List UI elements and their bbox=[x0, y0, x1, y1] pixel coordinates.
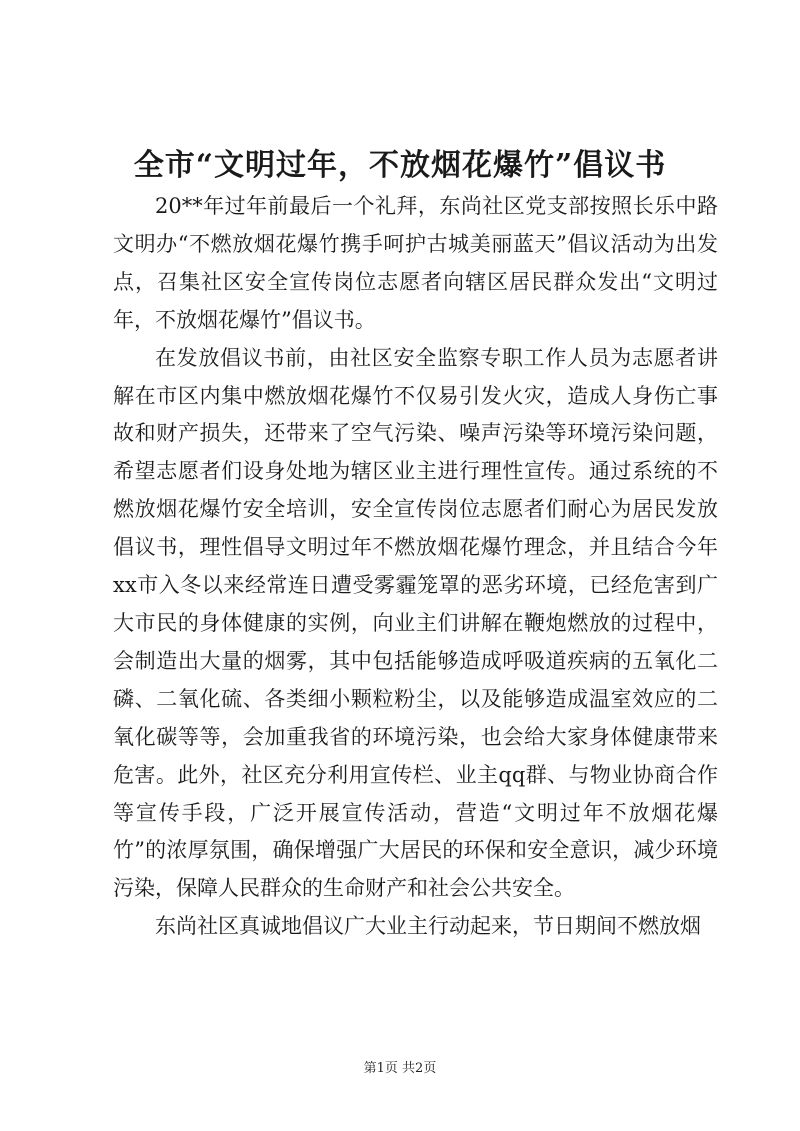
paragraph-3: 东尚社区真诚地倡议广大业主行动起来，节日期间不燃放烟 bbox=[155, 914, 701, 939]
paragraph-1: 20**年过年前最后一个礼拜，东尚社区党支部按照长乐中路文明办“不燃放烟花爆竹携手呵护古城美丽蓝天”倡议活动为出发点，召集社区安全宣传岗位志愿者向辖区居民群众发出“文明过年，不放烟花爆竹”倡议书。 bbox=[113, 194, 718, 332]
document-title: 全市“文明过年，不放烟花爆竹”倡议书 bbox=[133, 148, 667, 183]
document-body bbox=[113, 188, 718, 946]
paragraph-2: 在发放倡议书前，由社区安全监察专职工作人员为志愿者讲解在市区内集中燃放烟花爆竹不仅易引发火灾，造成人身伤亡事故和财产损失，还带来了空气污染、噪声污染等环境污染问题，希望志愿者们设身处地为辖区业主进行理性宣传。通过系统的不燃放烟花爆竹安全培训，安全宣传岗位志愿者们耐心为居民发放倡议书，理性倡导文明过年不燃放烟花爆竹理念，并且结合今年xx市入冬以来经常连日遭受雾霾笼罩的恶劣环境，已经危害到广大市民的身体健康的实例，向业主们讲解在鞭炮燃放的过程中，会制造出大量的烟雾，其中包括能够造成呼吸道疾病的五氧化二磷、二氧化硫、各类细小颗粒粉尘，以及能够造成温室效应的二氧化碳等等，会加重我省的环境污染，也会给大家身体健康带来危害。此外，社区充分利用宣传栏、业主qq群、与物业协商合作等宣传手段，广泛开展宣传活动，营造“文明过年不放烟花爆竹”的浓厚氛围，确保增强广大居民的环保和安全意识，减少环境污染，保障人民群众的生命财产和社会公共安全。 bbox=[113, 345, 718, 901]
page-footer: 第1页 共2页 bbox=[363, 1061, 437, 1076]
